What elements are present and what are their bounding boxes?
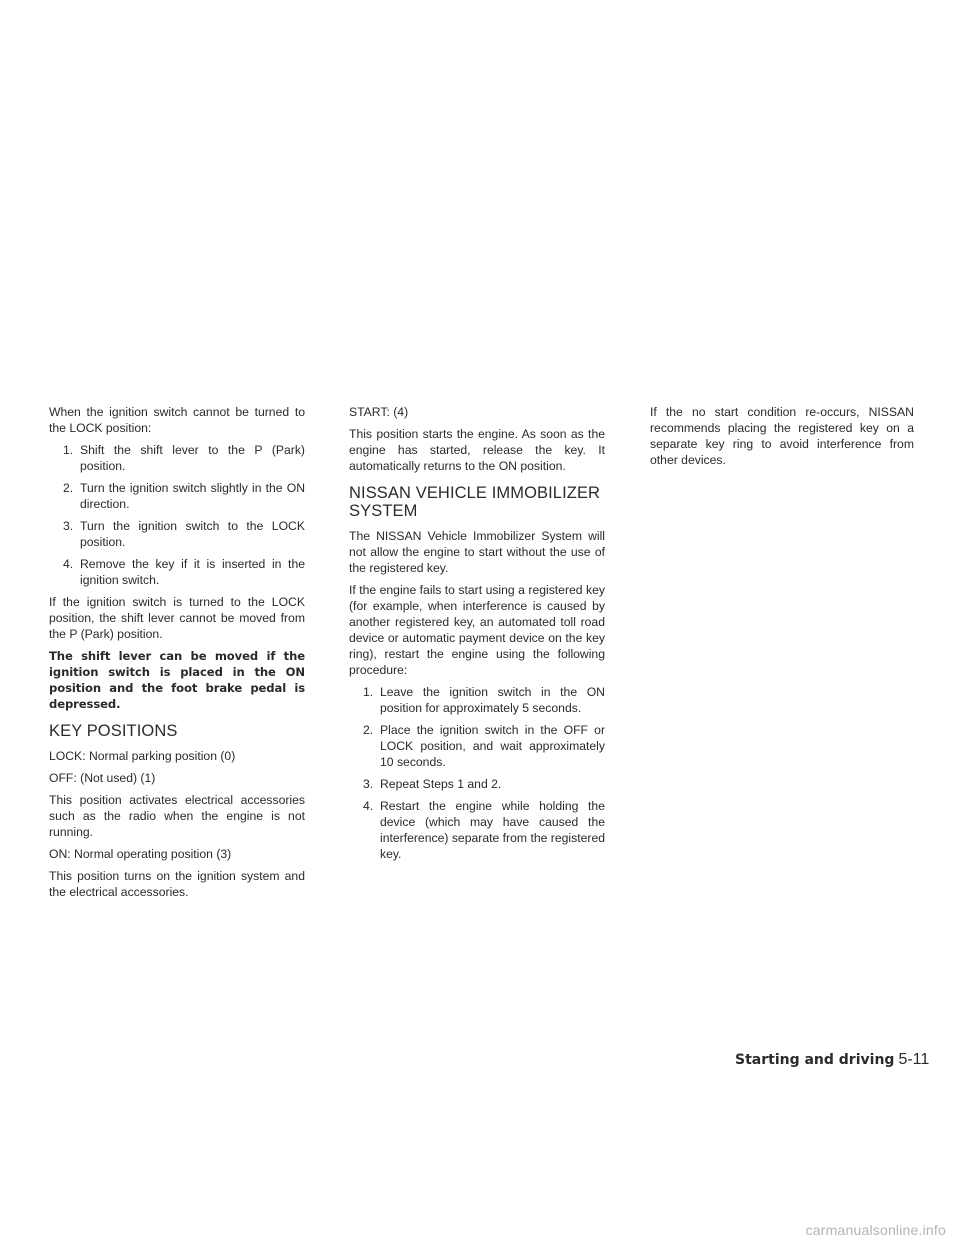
column-left — [49, 404, 305, 906]
on-position: ON: Normal operating position (3) — [49, 847, 232, 861]
step-text: Place the ignition switch in the OFF or LOCK position, and wait approximately 10 seconds. — [380, 723, 605, 769]
lock-procedure-list — [49, 442, 305, 588]
immobilizer-heading: NISSAN VEHICLE IMMOBILIZER SYSTEM — [349, 484, 601, 520]
step-number: 3. — [63, 519, 74, 533]
on-description: This position turns on the ignition system and the electrical accessories. — [49, 869, 305, 899]
step-number: 4. — [63, 557, 74, 571]
list-item — [49, 480, 305, 512]
step-number: 1. — [363, 685, 374, 699]
step-text: Turn the ignition switch to the LOCK position. — [80, 519, 305, 549]
step-text: Turn the ignition switch slightly in the ON direction. — [80, 481, 305, 511]
lock-position: LOCK: Normal parking position (0) — [49, 749, 236, 763]
list-item — [349, 722, 605, 770]
restart-procedure-list — [349, 684, 605, 862]
page-number: 5-11 — [898, 1051, 930, 1068]
step-text: Leave the ignition switch in the ON position for approximately 5 seconds. — [380, 685, 605, 715]
list-item — [49, 518, 305, 550]
step-text: Repeat Steps 1 and 2. — [380, 777, 502, 791]
recurrence-paragraph: If the no start condition re-occurs, NISSAN recommends placing the registered key on a separate key ring to avoid interference from other devices. — [650, 405, 914, 467]
list-item — [49, 442, 305, 474]
intro-paragraph: When the ignition switch cannot be turned to the LOCK position: — [49, 405, 305, 435]
start-description: This position starts the engine. As soon as the engine has started, release the key. It automatically returns to the ON position. — [349, 427, 605, 473]
step-number: 1. — [63, 443, 74, 457]
list-item — [349, 684, 605, 716]
list-item — [349, 776, 605, 792]
bold-note: The shift lever can be moved if the ignition switch is placed in the ON position and the foot brake pedal is depressed. — [49, 649, 305, 711]
column-right — [650, 404, 914, 474]
step-text: Restart the engine while holding the device (which may have caused the interference) separate from the registered key. — [380, 799, 605, 861]
step-number: 2. — [363, 723, 374, 737]
section-title: Starting and driving — [735, 1052, 895, 1068]
step-number: 3. — [363, 777, 374, 791]
watermark: carmanualsonline.info — [805, 1222, 946, 1238]
page-footer — [735, 1051, 930, 1069]
key-positions-heading: KEY POSITIONS — [49, 722, 178, 740]
list-item — [49, 556, 305, 588]
list-item — [349, 798, 605, 862]
lock-shift-paragraph: If the ignition switch is turned to the LOCK position, the shift lever cannot be moved from the P (Park) position. — [49, 595, 305, 641]
step-number: 4. — [363, 799, 374, 813]
column-middle — [349, 404, 605, 868]
off-position: OFF: (Not used) (1) — [49, 771, 156, 785]
start-position: START: (4) — [349, 405, 409, 419]
step-text: Shift the shift lever to the P (Park) position. — [80, 443, 305, 473]
step-text: Remove the key if it is inserted in the ignition switch. — [80, 557, 305, 587]
step-number: 2. — [63, 481, 74, 495]
immobilizer-intro: The NISSAN Vehicle Immobilizer System will not allow the engine to start without the use of the registered key. — [349, 529, 605, 575]
immobilizer-failure-paragraph: If the engine fails to start using a registered key (for example, when interference is caused by another registered key, an automated toll road device or automatic payment device on the key ring), restart the engine using the following procedure: — [349, 583, 605, 677]
off-description: This position activates electrical accessories such as the radio when the engine is not running. — [49, 793, 305, 839]
